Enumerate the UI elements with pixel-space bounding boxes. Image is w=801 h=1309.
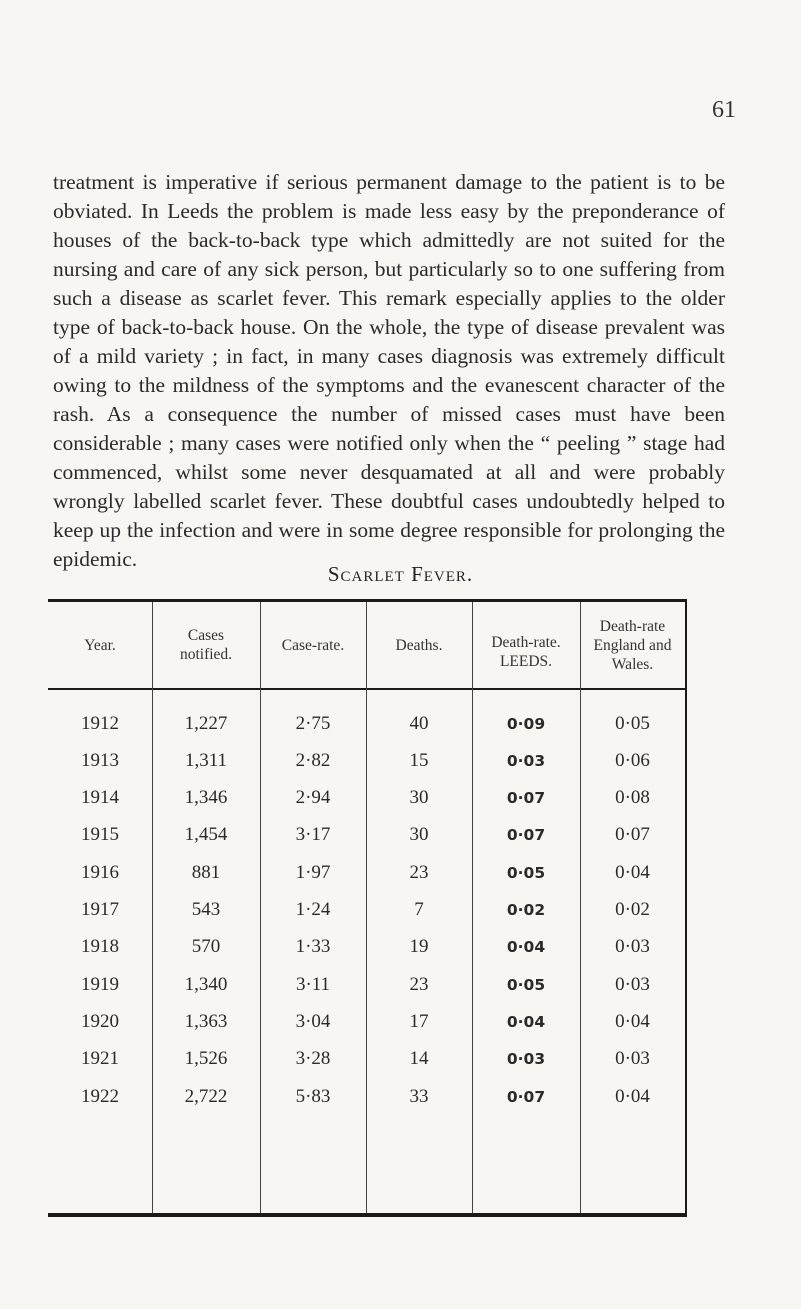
cell-year: 1916 (81, 861, 119, 883)
cell-death-rate-england-wales: 0·06 (615, 749, 650, 771)
table-row (48, 1003, 687, 1040)
cell-deaths: 40 (409, 712, 429, 734)
cell-deaths: 19 (409, 936, 429, 958)
table-row (48, 854, 687, 891)
page-number: 61 (712, 97, 736, 123)
cell-death-rate-leeds: 0·07 (506, 789, 546, 808)
cell-cases-notified: 1,227 (184, 712, 228, 734)
header-death-rate-leeds: Death-rate. LEEDS. (491, 634, 561, 670)
cell-death-rate-leeds: 0·05 (506, 975, 546, 994)
cell-case-rate: 2·75 (295, 712, 331, 734)
cell-year: 1922 (81, 1085, 119, 1107)
cell-death-rate-leeds: 0·09 (506, 714, 546, 733)
cell-cases-notified: 543 (191, 899, 221, 920)
cell-year: 1920 (81, 1010, 119, 1032)
header-deaths: Deaths. (395, 636, 443, 654)
cell-cases-notified: 2,722 (184, 1085, 228, 1107)
cell-year: 1921 (81, 1048, 119, 1070)
cell-death-rate-england-wales: 0·03 (615, 973, 650, 995)
cell-death-rate-leeds: 0·03 (506, 1050, 546, 1069)
cell-case-rate: 2·94 (295, 787, 331, 809)
table-row (48, 1078, 687, 1115)
cell-deaths: 17 (409, 1010, 429, 1032)
cell-death-rate-england-wales: 0·08 (615, 787, 650, 809)
cell-cases-notified: 1,363 (184, 1010, 228, 1032)
cell-cases-notified: 1,311 (184, 749, 228, 771)
table-row (48, 817, 687, 854)
cell-death-rate-england-wales: 0·04 (615, 861, 650, 883)
cell-year: 1914 (81, 787, 119, 809)
cell-death-rate-leeds: 0·07 (506, 826, 546, 845)
cell-deaths: 15 (409, 749, 429, 771)
cell-year: 1915 (81, 824, 119, 846)
table-row (48, 705, 687, 742)
cell-cases-notified: 570 (191, 936, 221, 958)
cell-death-rate-leeds: 0·07 (506, 1087, 546, 1106)
cell-death-rate-england-wales: 0·04 (615, 1085, 650, 1107)
cell-cases-notified: 881 (191, 861, 221, 883)
cell-case-rate: 1·33 (295, 936, 331, 958)
cell-cases-notified: 1,346 (184, 787, 228, 809)
cell-death-rate-leeds: 0·03 (506, 751, 546, 770)
header-cases-notified: Cases notified. (179, 627, 233, 663)
table-header-rule (48, 688, 687, 690)
cell-deaths: 7 (414, 899, 424, 920)
table-row (48, 1041, 687, 1078)
cell-case-rate: 5·83 (295, 1085, 331, 1107)
body-paragraph: treatment is imperative if serious permanent damage to the patient is to be obviated. In Leeds the problem is made less easy by the preponderance of houses of the back-to-back type which admittedly are not suited for the nursing and care of any sick person, but particularly so to one suffering from such a disease as scarlet fever. This remark especially applies to the older type of back-to-back house. On the whole, the type of disease prevalent was of a mild variety ; in fact, in many cases diagnosis was extremely difficult owing to the mildness of the symptoms and the evanescent character of the rash. As a consequence the number of missed cases must have been considerable ; many cases were notified only when the “ peeling ” stage had commenced, whilst some never desquamated at all and were probably wrongly labelled scarlet fever. These doubtful cases undoubtedly helped to keep up the infection and were in some degree responsible for prolonging the epidemic. (53, 169, 725, 571)
cell-case-rate: 3·04 (295, 1010, 331, 1032)
cell-case-rate: 3·17 (295, 824, 331, 846)
cell-year: 1919 (81, 973, 119, 995)
cell-case-rate: 3·11 (295, 973, 331, 995)
table-row (48, 966, 687, 1003)
cell-deaths: 33 (409, 1085, 429, 1107)
header-case-rate: Case-rate. (281, 636, 345, 654)
cell-death-rate-england-wales: 0·02 (615, 899, 650, 920)
cell-death-rate-england-wales: 0·03 (615, 1048, 650, 1070)
table-row (48, 780, 687, 817)
table-title: Scarlet Fever. (327, 562, 474, 586)
cell-case-rate: 3·28 (295, 1048, 331, 1070)
cell-case-rate: 1·24 (295, 899, 331, 920)
cell-year: 1912 (81, 712, 119, 734)
cell-death-rate-england-wales: 0·04 (615, 1010, 650, 1032)
cell-case-rate: 1·97 (295, 861, 331, 883)
cell-year: 1913 (81, 749, 119, 771)
table-row (48, 892, 687, 929)
header-death-rate-england-wales: Death-rate England and Wales. (593, 617, 672, 673)
cell-death-rate-england-wales: 0·03 (615, 936, 650, 958)
cell-deaths: 23 (409, 861, 429, 883)
cell-deaths: 30 (409, 787, 429, 809)
cell-death-rate-leeds: 0·02 (506, 901, 546, 919)
cell-death-rate-england-wales: 0·05 (615, 712, 650, 734)
cell-case-rate: 2·82 (295, 749, 331, 771)
cell-cases-notified: 1,454 (184, 824, 228, 846)
cell-cases-notified: 1,340 (184, 973, 228, 995)
header-year: Year. (84, 636, 116, 654)
cell-death-rate-leeds: 0·05 (506, 863, 546, 882)
cell-death-rate-leeds: 0·04 (506, 1012, 546, 1031)
cell-deaths: 14 (409, 1048, 429, 1070)
cell-year: 1917 (81, 899, 119, 920)
cell-cases-notified: 1,526 (184, 1048, 228, 1070)
table-row (48, 929, 687, 966)
table-bottom-rule (48, 1213, 687, 1217)
scarlet-fever-table (48, 599, 687, 1217)
cell-deaths: 30 (409, 824, 429, 846)
cell-death-rate-leeds: 0·04 (506, 938, 546, 957)
cell-death-rate-england-wales: 0·07 (615, 824, 650, 846)
table-row (48, 742, 687, 779)
cell-deaths: 23 (409, 973, 429, 995)
cell-year: 1918 (81, 936, 119, 958)
